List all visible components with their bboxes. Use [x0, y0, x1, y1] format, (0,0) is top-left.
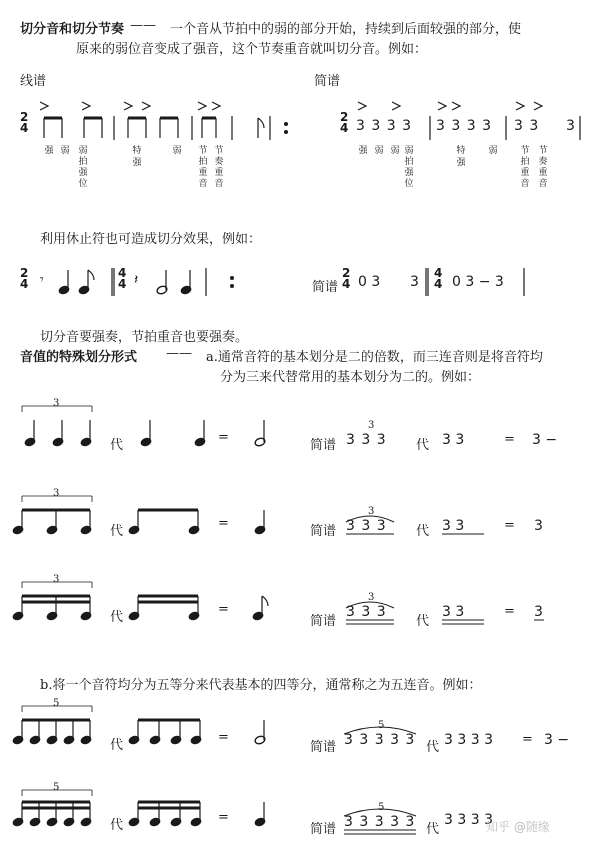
- row3-jianpu-notes: 3 3 3: [346, 604, 387, 620]
- rest-jianpu-time-signature-2: 4 4: [434, 266, 443, 291]
- row1-equals: =: [218, 430, 229, 445]
- staff-annot-8: 节奏重音: [214, 146, 224, 189]
- q-row1-jianpu-label: 简谱: [310, 740, 337, 755]
- row1-dai: 代: [110, 438, 124, 453]
- eighth-rest-icon: 𝄾: [40, 272, 44, 288]
- q-row1-jianpu-dai: 代: [426, 740, 440, 755]
- q-row1-jianpu-equals: =: [522, 732, 533, 747]
- row2-jianpu-replace: 3 3: [442, 518, 465, 534]
- rest-time-signature: 2 4: [20, 266, 29, 291]
- row1-jianpu-notes: 3 3 3: [346, 432, 387, 448]
- example1-time-signature: 2 4: [20, 110, 29, 135]
- row2-equals: =: [218, 516, 229, 531]
- section1-heading: 切分音和切分节奏: [20, 22, 125, 37]
- section1-dash: ——: [130, 18, 156, 33]
- triplet-row2-staff: [12, 496, 484, 535]
- staff-annot-6: 弱: [172, 146, 182, 156]
- jianpu-annot-4: 弱拍强位: [404, 146, 414, 189]
- q-row2-equals: =: [218, 810, 229, 825]
- ex1-jianpu-bar2: 3 3 3 3: [436, 118, 492, 134]
- section2-desc-line2: 分为三来代替常用的基本划分为二的。例如：: [220, 370, 481, 385]
- row2-jianpu-triplet-digit: 3: [368, 506, 375, 517]
- watermark: 知乎 @随缘: [486, 820, 550, 834]
- staff-annot-7: 节拍重音: [198, 146, 208, 189]
- ex1-jianpu-bar3b: 3: [566, 118, 575, 134]
- row3-jianpu-label: 简谱: [310, 614, 337, 629]
- q-row1-jianpu-result: 3 −: [544, 732, 570, 748]
- row3-jianpu-result: 3: [534, 604, 543, 620]
- ex1-jianpu-bar3a: 3 3: [514, 118, 540, 134]
- rest-intro-text: 利用休止符也可造成切分效果，例如：: [40, 232, 262, 247]
- row1-jianpu-replace: 3 3: [442, 432, 465, 448]
- quintuplet-intro-text: b.将一个音符均分为五等分来代表基本的四等分，通常称之为五连音。例如：: [40, 678, 482, 693]
- triplet-row1-staff: [22, 406, 394, 447]
- jianpu-label: 简谱: [314, 74, 341, 89]
- row2-jianpu-label: 简谱: [310, 524, 337, 539]
- staff-annot-3: 弱拍强位: [78, 146, 88, 189]
- row1-jianpu-dai: 代: [416, 438, 430, 453]
- section1-desc-line1: 一个音从节拍中的弱的部分开始，持续到后面较强的部分，使: [170, 22, 522, 37]
- row3-dai: 代: [110, 610, 124, 625]
- rest-jianpu-b: 3: [410, 274, 419, 290]
- q-row1-dai: 代: [110, 738, 124, 753]
- section2-dash: ——: [166, 346, 192, 361]
- rest-jianpu-label: 简谱: [312, 280, 339, 295]
- row1-jianpu-label: 简谱: [310, 438, 337, 453]
- row3-jianpu-replace: 3 3: [442, 604, 465, 620]
- triplet-row3-digit: 3: [53, 574, 60, 585]
- row2-jianpu-dai: 代: [416, 524, 430, 539]
- jianpu-annot-5: 特: [456, 146, 466, 156]
- jianpu-annot-3: 弱: [390, 146, 400, 156]
- jianpu-annot-7: 弱: [488, 146, 498, 156]
- q-row2-dai: 代: [110, 818, 124, 833]
- jianpu-annot-9: 节奏重音: [538, 146, 548, 189]
- rest-time-signature-2: 4 4: [118, 266, 127, 291]
- q-row1-equals: =: [218, 730, 229, 745]
- section2-desc-line1: a.通常音符的基本划分是二的倍数，而三连音则是将音符均: [206, 350, 543, 365]
- row1-jianpu-result: 3 −: [532, 432, 558, 448]
- staff-annot-5: 强: [132, 158, 142, 168]
- staff-annot-4: 特: [132, 146, 142, 156]
- q-row2-jianpu-notes: 3 3 3 3 3: [344, 814, 416, 830]
- jianpu-annot-2: 弱: [374, 146, 384, 156]
- staff-annot-2: 弱: [60, 146, 70, 156]
- q-row1-jianpu-notes: 3 3 3 3 3: [344, 732, 416, 748]
- section2-heading: 音值的特殊划分形式: [20, 350, 138, 365]
- row1-jianpu-triplet-digit: 3: [368, 420, 375, 431]
- q-row1-jianpu-replace: 3 3 3 3: [444, 732, 493, 748]
- q-row2-jianpu-label: 简谱: [310, 822, 337, 837]
- staff-label: 线谱: [20, 74, 47, 89]
- rest-example-staff: [58, 268, 233, 296]
- rest-jianpu-time-signature: 2 4: [342, 266, 351, 291]
- q-row1-jianpu-digit: 5: [378, 720, 385, 731]
- ex1-jianpu-bar1: 3 3 3 3: [356, 118, 412, 134]
- staff-annot-1: 强: [44, 146, 54, 156]
- row2-jianpu-equals: =: [504, 518, 515, 533]
- row3-jianpu-triplet-digit: 3: [368, 592, 375, 603]
- example1-jianpu-time-signature: 2 4: [340, 110, 349, 135]
- q-row2-jianpu-replace: 3 3 3 3: [444, 812, 493, 828]
- rest-jianpu-a: 0 3: [358, 274, 381, 290]
- row2-jianpu-notes: 3 3 3: [346, 518, 387, 534]
- q-row2-jianpu-dai: 代: [426, 822, 440, 837]
- jianpu-annot-6: 强: [456, 158, 466, 168]
- triplet-row1-digit: 3: [53, 398, 60, 409]
- row2-dai: 代: [110, 524, 124, 539]
- jianpu-annot-1: 强: [358, 146, 368, 156]
- quint-row2-digit: 5: [53, 782, 60, 793]
- strong-play-text: 切分音要强奏，节拍重音也要强奏。: [40, 330, 249, 345]
- triplet-row2-digit: 3: [53, 488, 60, 499]
- row3-jianpu-dai: 代: [416, 614, 430, 629]
- q-row2-jianpu-digit: 5: [378, 802, 385, 813]
- row2-jianpu-result: 3: [534, 518, 543, 534]
- quint-row1-digit: 5: [53, 698, 60, 709]
- example1-staff: [40, 102, 288, 140]
- quarter-rest-icon: 𝄽: [134, 272, 139, 288]
- row1-jianpu-equals: =: [504, 432, 515, 447]
- jianpu-annot-8: 节拍重音: [520, 146, 530, 189]
- row3-equals: =: [218, 602, 229, 617]
- row3-jianpu-equals: =: [504, 604, 515, 619]
- rest-jianpu-c: 0 3 − 3: [452, 274, 504, 290]
- section1-desc-line2: 原来的弱位音变成了强音，这个节奏重音就叫切分音。例如：: [76, 42, 428, 57]
